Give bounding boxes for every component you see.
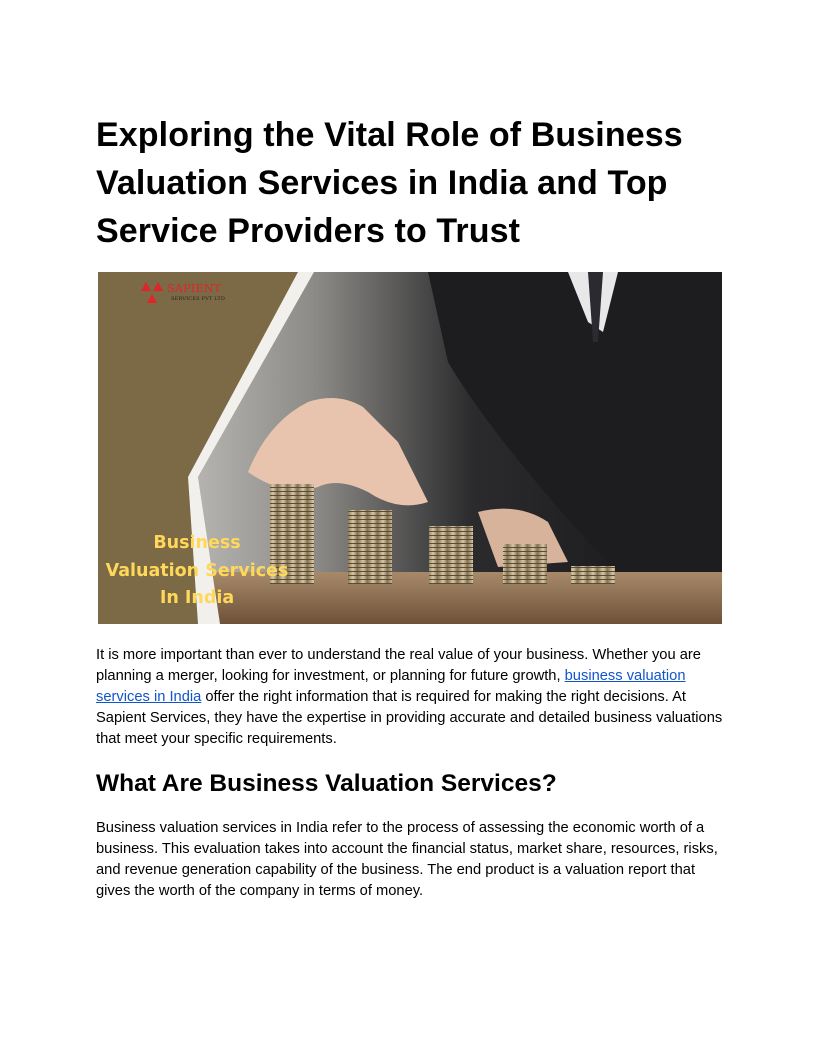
section-paragraph: Business valuation services in India refer to the process of assessing the economic worth of a business. This evaluation takes into account the financial status, market share, resources, risks, and revenue generation capability of the business. The end product is a valuation report that gives the worth of the company in terms of money. (96, 820, 718, 899)
logo-subtitle: SERVICES PVT LTD (171, 296, 226, 302)
intro-text-before: It is more important than ever to understand the real value of your business. Whether you are planning a merger, looking for investment, or planning for future growth, (96, 647, 701, 684)
coin-stack-2 (348, 510, 392, 584)
coin-stack-4 (503, 544, 547, 584)
hero-caption (98, 530, 296, 613)
coin-stack-3 (429, 526, 473, 584)
logo-name: SAPIENT (167, 282, 222, 295)
intro-paragraph (96, 645, 726, 750)
intro-text-after: offer the right information that is required for making the right decisions. At Sapient Services, they have the expertise in providing accurate and detailed business valuations that meet your specific requirements. (96, 689, 723, 747)
section-heading: What Are Business Valuation Services? (96, 770, 557, 797)
hero-image (98, 272, 722, 624)
article-title: Exploring the Vital Role of Business Valuation Services in India and Top Service Providers to Trust (96, 116, 683, 250)
sapient-logo (140, 280, 166, 306)
hero-caption-line: In India (159, 588, 235, 608)
logo-triangles-icon (140, 280, 166, 306)
valuation-services-link[interactable]: business valuation services in India (96, 668, 686, 705)
hero-caption-line: Valuation Services (105, 560, 289, 581)
hero-caption-line: Business (153, 533, 241, 553)
coin-stack-5 (571, 566, 615, 584)
